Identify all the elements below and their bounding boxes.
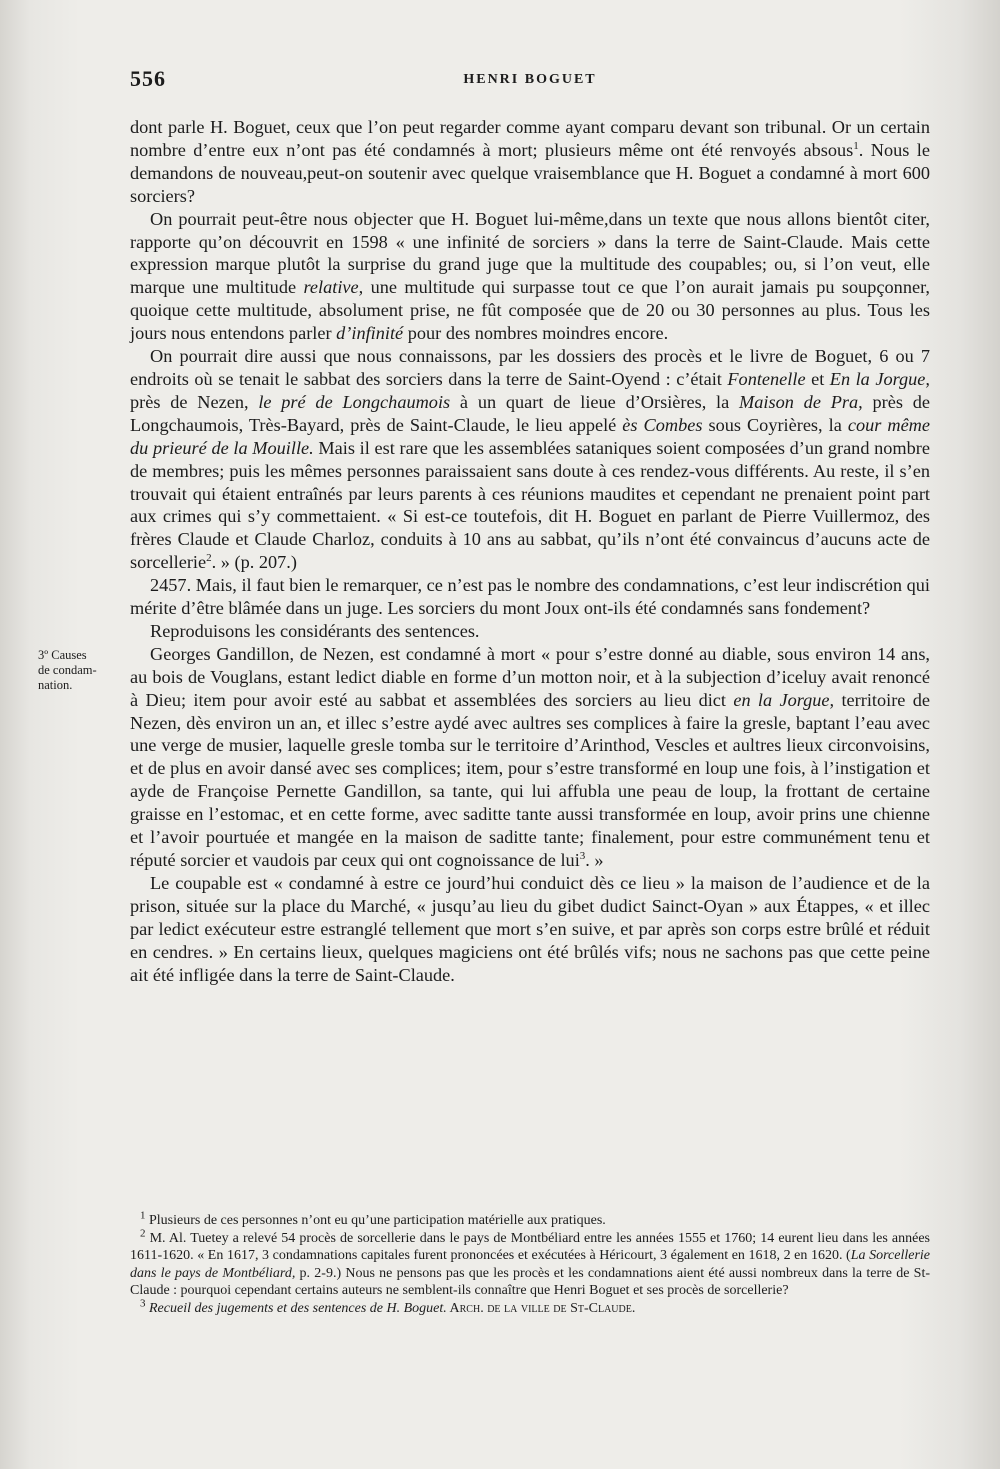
footnote-ref: 2 [206,552,212,565]
text-run: Georges Gandillon, de Nezen, est condamné à mort « pour s’estre donné au diable, sous environ 14 ans, au bois de Vouglans, estant ledict diable en forme d’un motton noir, et à la subjection d’iceluy avait renoncé à Dieu; item pour avoir esté au sabbat et assemblées des sorciers au lieu dict [130,643,930,710]
italic-run: Fontenelle [727,368,806,389]
footnote-mark: 3 [140,1296,146,1309]
text-run: et [805,368,830,389]
text-run: Mais il est rare que les assemblées sataniques soient composées d’un grand nombre de membres; puis les mêmes personnes paraissaient sans doute à ces rendez-vous différents. Au reste, il s’en trouvait qui étaient entraînés par leurs parents à ces réunions maudites et cependant ne prenaient point part aux crimes qui s’y commettaient. « Si est-ce toutefois, dit H. Boguet en parlant de Pierre Vuillermoz, des frères Claude et Claude Charloz, conduits à 10 ans au sabbat, qu’ils n’ont été convaincus d’aucuns acte de sorcellerie [130,437,930,573]
footnotes [130,1209,931,1317]
page-number: 556 [130,66,166,91]
paragraph [130,116,930,208]
margin-note-line: nation. [38,678,73,692]
text-run: près de Nezen, [130,391,259,412]
text-run: près de Longchaumois, Très-Bayard, près de Saint-Claude, le lieu appelé [130,391,930,435]
paragraph [130,643,930,872]
text-run: On pourrait peut-être nous objecter que H. Boguet lui-même,dans un texte que nous allons bientôt citer, rapporte qu’on découvrit en 1598 « une infinité de sorciers » dans la terre de Saint-Claude. Mais cette expression marque plutôt la surprise du grand juge que la multitude des coupables; ou, si l’on veut, elle marque une multitude [130,208,930,298]
footnote-ref: 1 [853,139,859,152]
text-run: Reproduisons les considérants des sentences. [150,620,480,641]
text-run: Le coupable est « condamné à estre ce jourd’hui conduict dès ce lieu » la maison de l’audience et de la prison, située sur la place du Marché, « jusqu’au lieu du gibet dudict Sainct-Oyan » aux Étappes, « et illec par ledict exécuteur estre estranglé tellement que mort s’en suive, et par après son corps estre brûlé et réduit en cendres. » En certains lieux, quelques magiciens ont été brûlés vifs; nous ne sachons pas que cette peine ait été infligée dans la terre de Saint-Claude. [130,872,930,985]
italic-run: le pré de Longchaumois [258,391,451,412]
running-head: HENRI BOGUET [463,72,597,87]
text-run: territoire de Nezen, dès environ un an, et illec s’estre aydé avec aultres ses complices à faire la gresle, baptant l’eau avec une verge de musier, laquelle gresle tomba sur le territoire d’Arinthod, Vescles et aultres lieux circonvoisins, et de plus en avoir dansé avec ses complices; item, pour s’estre transformé en loup une fois, à l’instigation et ayde de Françoise Pernette Gandillon, sa tante, qui lui affubla une peau de loup, la frottant de certaine graisse en l’estomac, et en cette forme, avec saditte tante aussi transformée en loup, avoir prins une chienne et l’avoir pourtuée et mangée en la maison de saditte tante; finalement, pour estre communément tenu et réputé sorcier et vaudois par ceux qui ont cognoissance de lui [130,689,930,870]
footnote [130,1296,930,1318]
paragraph [130,574,930,620]
margin-note-line: 3º Causes [38,648,87,662]
text-run: à un quart de lieue d’Orsières, la [450,391,740,412]
italic-run: en la Jorgue, [733,689,835,710]
italic-run: En la Jorgue, [829,368,930,389]
margin-note [38,648,122,693]
paragraph [130,345,930,574]
paragraph [130,872,930,987]
footnote-mark: 1 [140,1209,146,1222]
main-text [130,116,930,986]
text-run: Plusieurs de ces personnes n’ont eu qu’une participation matérielle aux pratiques. [145,1213,606,1228]
paragraph [130,208,930,345]
page-header [130,66,930,96]
text-run: p. 2-9.) Nous ne pensons pas que les procès et les condamnations aient été aussi nombreux dans la terre de St-Claude : pourquoi cependant certains auteurs ne semblent-ils connaître que Henri Boguet et ses procès de sorcellerie? [130,1265,930,1298]
italic-run: d’infinité [336,323,404,344]
margin-note-line: de condam- [38,663,97,677]
paragraph [130,620,930,643]
text-run: On pourrait dire aussi que nous connaissons, par les dossiers des procès et le livre de Boguet, 6 ou 7 endroits où se tenait le sabbat des sorciers dans la terre de Saint-Oyend : c’était [130,346,930,389]
italic-run: ès Combes [622,414,703,435]
footnote [130,1209,930,1230]
italic-run: Maison de Pra, [739,391,863,412]
italic-run: La Sorcellerie dans le pays de Montbéliard, [130,1248,931,1281]
text-run: . » [585,850,604,870]
text-run: sous Coyrières, la [702,414,848,435]
text-run: Arch. de la ville de St-Claude. [446,1300,636,1316]
text-run: M. Al. Tuetey a relevé 54 procès de sorcellerie dans le pays de Montbéliard entre les années 1555 et 1760; 14 eurent lieu dans les années 1611-1620. « En 1617, 3 condamnations capitales furent prononcées et exécutées à Héricourt, 3 également en 1618, 2 en 1620. ( [130,1230,930,1263]
text-run: . Nous le demandons de nouveau,peut-on soutenir avec quelque vraisemblance que H. Boguet a condamné à mort 600 sorciers? [130,139,930,206]
italic-run: Recueil des jugements et des sentences de H. Boguet. [145,1300,447,1316]
footnote-mark: 2 [140,1226,146,1239]
text-run: . » (p. 207.) [211,552,297,573]
footnote-ref: 3 [579,849,586,862]
text-run: dont parle H. Boguet, ceux que l’on peut regarder comme ayant comparu devant son tribunal. Or un certain nombre d’entre eux n’ont pas été condamnés à mort; plusieurs même ont été renvoyés absous [130,117,930,160]
text-run: 2457. Mais, il faut bien le remarquer, ce n’est pas le nombre des condamnations, c’est leur indiscrétion qui mérite d’être blâmée dans un juge. Les sorciers du mont Joux ont-ils été condamnés sans fondement? [130,575,930,619]
footnote [130,1226,931,1300]
italic-run: relative, [303,277,364,298]
text-run: une multitude qui surpasse tout ce que l’on aurait jamais pu soupçonner, quoique cette multitude, absolument prise, ne fût composée que de 20 ou 30 personnes au plus. Tous les jours nous entendons parler [130,277,930,344]
italic-run: cour même du prieuré de la Mouille. [130,414,930,458]
text-run: pour des nombres moindres encore. [403,323,669,344]
